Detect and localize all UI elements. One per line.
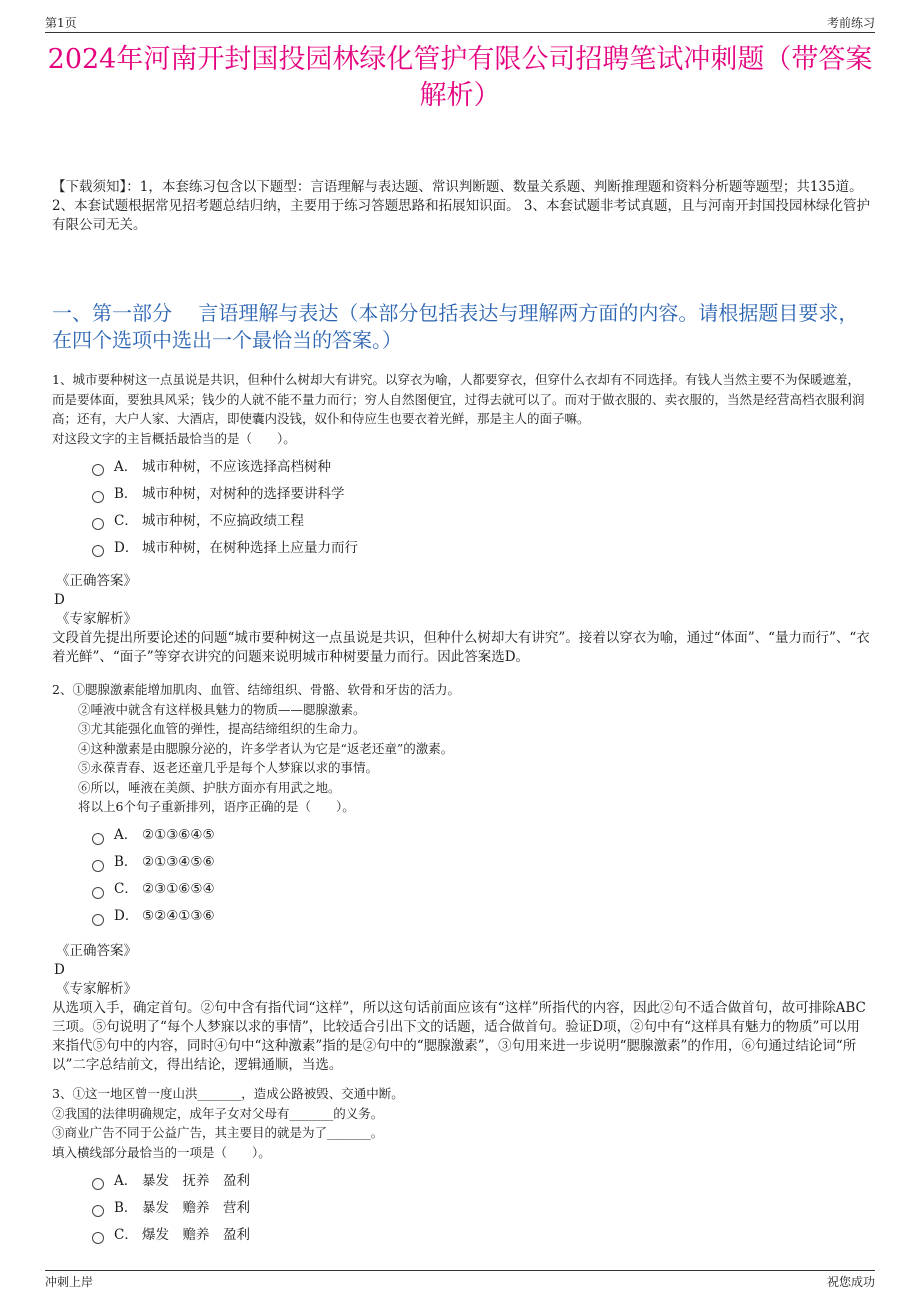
radio-icon[interactable] [92, 860, 104, 872]
page-footer [45, 1270, 875, 1291]
footer-right: 祝您成功 [826, 1275, 875, 1289]
radio-icon[interactable] [92, 518, 104, 530]
question-sentence: ③商业广告不同于公益广告，其主要目的就是为了_______。 [52, 1125, 384, 1140]
option-d[interactable]: D． ⑤②④①③⑥ [52, 904, 872, 931]
document-title: 2024年河南开封国投园林绿化管护有限公司招聘笔试冲刺题（带答案解析） [47, 44, 873, 111]
option-b[interactable]: B． 城市种树，对树种的选择要讲科学 [52, 481, 872, 508]
download-notice: 【下载须知】：1，本套练习包含以下题型：言语理解与表达题、常识判断题、数量关系题、判断推理题和资料分析题等题型；共135道。 2、本套试题根据常见招考题总结归纳，主要用于练习答题思路和拓展知识面。 3、本套试题非考试真题，且与河南开封国投园林绿化管护有限公司无关。 [52, 179, 870, 233]
radio-icon[interactable] [92, 914, 104, 926]
footer-left: 冲刺上岸 [45, 1275, 94, 1289]
question-stem: 1、城市要种树这一点虽说是共识，但种什么树却大有讲究。以穿衣为喻，人都要穿衣，但穿什么衣却有不同选择。有钱人当然主要不为保暖遮羞，而是要体面，要独具风采；钱少的人就不能不量力而行；穷人自然图便宜，过得去就可以了。而对于做衣服的、卖衣服的，当然是经营高档衣服利润高；还有，大户人家、大酒店，即使囊内没钱，奴仆和侍应生也要衣着光鲜，那是主人的面子嘛。 [52, 372, 865, 426]
answer-label: 《正确答案》 [56, 573, 137, 589]
question-sentence: ③尤其能强化血管的弹性，提高结缔组织的生命力。 [78, 721, 366, 736]
question-2 [52, 680, 872, 931]
option-c[interactable]: C． ②③①⑥⑤④ [52, 877, 872, 904]
analysis-label: 《专家解析》 [56, 611, 137, 627]
header-tag: 考前练习 [826, 16, 875, 30]
analysis-text: 从选项入手，确定首句。②句中含有指代词“这样”，所以这句话前面应该有“这样”所指代的内容，因此②句不适合做首句，故可排除ABC三项。⑤句说明了“每个人梦寐以求的事情”，比较适合引出下文的话题，适合做首句。验证D项，②句中有“这样具有魅力的物质”可以用来指代⑤句中的内容，同时④句中“这种激素”指的是②句中的“腮腺激素”，③句用来进一步说明“腮腺激素”的作用，⑥句通过结论词“所以”二字总结前文，得出结论，逻辑通顺，当选。 [52, 1000, 866, 1073]
radio-icon[interactable] [92, 1232, 104, 1244]
page-header [45, 12, 875, 33]
question-sentence: ⑥所以，唾液在美颜、护肤方面亦有用武之地。 [78, 779, 341, 795]
option-list [52, 1168, 872, 1249]
answer-value: D [54, 592, 65, 608]
analysis-label: 《专家解析》 [56, 981, 137, 997]
question-prompt: 将以上6个句子重新排列，语序正确的是（ ）。 [78, 799, 355, 814]
question-sentence: ⑤永葆青春、返老还童几乎是每个人梦寐以求的事情。 [78, 760, 379, 775]
option-a[interactable]: A． 城市种树，不应该选择高档树种 [52, 454, 872, 481]
radio-icon[interactable] [92, 1178, 104, 1190]
option-list [52, 454, 872, 562]
answer-label: 《正确答案》 [56, 943, 137, 959]
question-sentence: ②唾液中就含有这样极具魅力的物质——腮腺激素。 [78, 701, 366, 717]
answer-block-1 [52, 572, 872, 667]
question-stem: 2、①腮腺激素能增加肌肉、血管、结缔组织、骨骼、软骨和牙齿的活力。 [52, 682, 460, 697]
page-number: 第1页 [45, 16, 77, 30]
question-prompt: 对这段文字的主旨概括最恰当的是（ ）。 [52, 430, 296, 446]
option-d[interactable]: D． 城市种树，在树种选择上应量力而行 [52, 535, 872, 562]
option-a[interactable]: A． ②①③⑥④⑤ [52, 823, 872, 850]
question-sentence: ④这种激素是由腮腺分泌的，许多学者认为它是“返老还童”的激素。 [78, 740, 454, 756]
question-1 [52, 370, 872, 562]
question-3 [52, 1084, 872, 1249]
radio-icon[interactable] [92, 545, 104, 557]
question-stem: 3、①这一地区曾一度山洪_______，造成公路被毁、交通中断。 [52, 1086, 404, 1101]
question-sentence: ②我国的法律明确规定，成年子女对父母有_______的义务。 [52, 1105, 384, 1121]
question-prompt: 填入横线部分最恰当的一项是（ ）。 [52, 1144, 271, 1160]
option-c[interactable]: C． 爆发 赡养 盈利 [52, 1222, 872, 1249]
option-list [52, 823, 872, 931]
radio-icon[interactable] [92, 1205, 104, 1217]
answer-block-2 [52, 942, 872, 1075]
option-b[interactable]: B． ②①③④⑤⑥ [52, 850, 872, 877]
option-c[interactable]: C． 城市种树，不应搞政绩工程 [52, 508, 872, 535]
radio-icon[interactable] [92, 464, 104, 476]
answer-value: D [54, 962, 65, 978]
option-b[interactable]: B． 暴发 赡养 营利 [52, 1195, 872, 1222]
radio-icon[interactable] [92, 887, 104, 899]
radio-icon[interactable] [92, 833, 104, 845]
section-heading: 一、第一部分 言语理解与表达（本部分包括表达与理解两方面的内容。请根据题目要求，在四个选项中选出一个最恰当的答案。） [52, 301, 859, 352]
analysis-text: 文段首先提出所要论述的问题“城市要种树这一点虽说是共识，但种什么树却大有讲究”。接着以穿衣为喻，通过“体面”、“量力而行”、“衣着光鲜”、“面子”等穿衣讲究的问题来说明城市种树要量力而行。因此答案选D。 [52, 630, 870, 665]
radio-icon[interactable] [92, 491, 104, 503]
option-a[interactable]: A． 暴发 抚养 盈利 [52, 1168, 872, 1195]
